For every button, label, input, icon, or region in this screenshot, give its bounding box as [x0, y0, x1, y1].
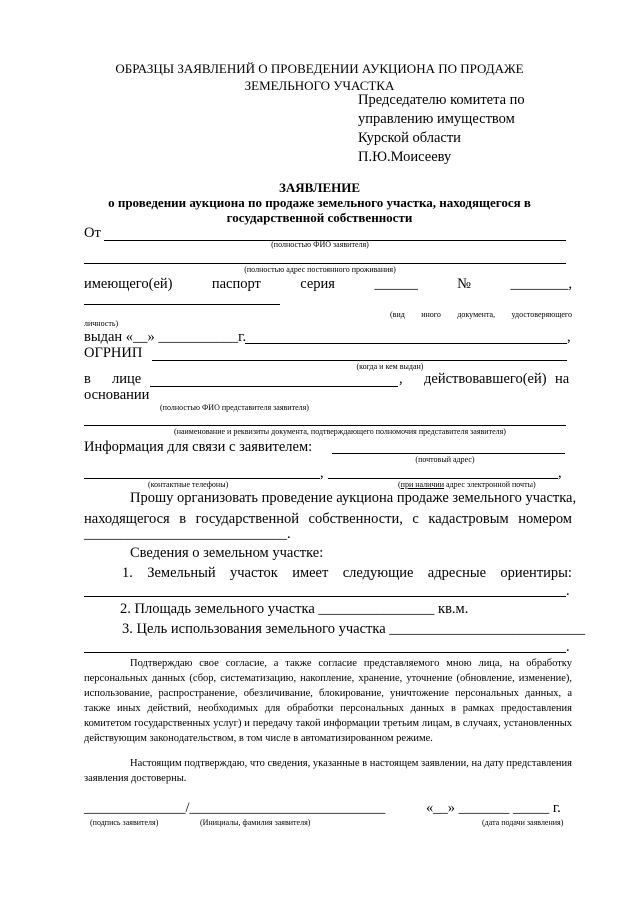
item1-word: адресные — [427, 565, 487, 581]
phones-field[interactable] — [84, 478, 320, 479]
representative-name-field[interactable] — [150, 386, 398, 387]
passport-word: № — [457, 276, 471, 292]
hint-authority-document: (наименование и реквизиты документа, подтверждающего полномочия представителя заявителя) — [174, 427, 506, 436]
consent-text: Подтверждаю свое согласие, а также согласие представляемого мною лица, на обработку персональных данных (сбор, систематизацию, накопление, хранение, уточнение (обновление, изменение), использование, распространение, обезличивание, блокирование, уничтожение персональных данных, а также иных действий, необходимых для обработки персональных данных в рамках предоставления комитетом государственных услуг) и передачу такой информации третьим лицам, в случаях, установленных действующим законодательством, в том числе в автоматизированном режиме. — [84, 658, 572, 744]
hint-postal-address: (почтовый адрес) — [415, 455, 475, 464]
identity-document-field[interactable] — [84, 304, 280, 305]
plot-item1-row — [122, 565, 572, 582]
confirm-text: Настоящим подтверждаю, что сведения, указанные в настоящем заявлении, на дату представления заявления достоверны. — [84, 758, 572, 784]
from-label: От — [84, 225, 101, 241]
hint-word: (вид — [390, 310, 405, 319]
item1-word: следующие — [342, 565, 414, 581]
addressee-line: П.Ю.Моисееву — [358, 149, 452, 165]
issued-by-field[interactable] — [245, 343, 567, 344]
address-landmarks-field[interactable] — [84, 596, 566, 597]
request-word: номером — [518, 511, 572, 527]
date-line[interactable]: «__» _______ _____ г. — [426, 800, 561, 816]
plot-info-label: Сведения о земельном участке: — [130, 545, 324, 561]
person-comma: , — [399, 371, 403, 387]
person-word-litse: лице — [112, 371, 142, 387]
hint-representative-fio: (полностью ФИО представителя заявителя) — [160, 403, 309, 412]
purpose-period: . — [566, 639, 570, 655]
passport-word: паспорт — [211, 276, 261, 292]
signature-line[interactable]: ______________/___________________________ — [84, 800, 386, 816]
request-word: с — [412, 511, 419, 527]
item1-word: имеет — [292, 565, 329, 581]
plot-item2: 2. Площадь земельного участка ________________ кв.м. — [120, 601, 469, 617]
addressee-line: Председателю комитета по — [358, 92, 525, 108]
confirm-paragraph — [84, 756, 572, 786]
hint-applicant-address: (полностью адрес постоянного проживания) — [244, 265, 396, 274]
contact-label: Информация для связи с заявителем: — [84, 439, 313, 455]
email-comma: , — [558, 465, 562, 481]
hint-signature: (подпись заявителя) — [90, 818, 159, 827]
plot-item3: 3. Цель использования земельного участка ___________________________ — [122, 621, 586, 637]
item1-word: ориентиры: — [500, 565, 572, 581]
item1-word: 1. — [122, 565, 133, 581]
cadastral-number-field[interactable]: ____________________________. — [84, 526, 291, 542]
hint-issued-by: (когда и кем выдан) — [356, 362, 424, 371]
postal-address-field[interactable] — [332, 453, 565, 454]
document-title-line1: ОБРАЗЦЫ ЗАЯВЛЕНИЙ О ПРОВЕДЕНИИ АУКЦИОНА ПО ПРОДАЖЕ — [115, 61, 524, 76]
hint-identity-doc-row — [390, 310, 572, 319]
hint-email: (при наличии адрес электронной почты) — [398, 480, 536, 489]
request-word: кадастровым — [428, 511, 509, 527]
request-word: собственности, — [308, 511, 403, 527]
passport-word: имеющего(ей) — [84, 276, 173, 292]
item1-word: участок — [229, 565, 278, 581]
application-subheading-line1: о проведении аукциона по продаже земельного участка, находящегося в — [108, 195, 531, 210]
person-word-acting: действовавшего(ей) — [424, 371, 547, 387]
hint-phones: (контактные телефоны) — [148, 480, 229, 489]
hint-word: иного — [421, 310, 441, 319]
person-word-basis: основании — [84, 387, 150, 403]
application-heading: ЗАЯВЛЕНИЕ — [278, 180, 361, 195]
passport-word: серия — [300, 276, 335, 292]
request-word: в — [179, 511, 187, 527]
ogrnip-field[interactable] — [152, 360, 567, 361]
addressee-line: управлению имуществом — [358, 111, 515, 127]
authority-document-field[interactable] — [84, 425, 566, 426]
hint-applicant-fio: (полностью ФИО заявителя) — [271, 240, 369, 249]
passport-number-field[interactable]: ________, — [510, 276, 572, 292]
application-subheading-line2: государственной собственности — [226, 210, 413, 225]
email-field[interactable] — [328, 478, 558, 479]
purpose-field[interactable] — [84, 652, 566, 653]
applicant-address-field[interactable] — [84, 263, 566, 264]
hint-date: (дата подачи заявления) — [482, 818, 564, 827]
request-word: государственной — [195, 511, 299, 527]
addressee-line: Курской области — [358, 130, 461, 146]
ogrnip-label: ОГРНИП — [84, 345, 143, 361]
person-word-na: на — [555, 371, 570, 387]
hint-initials: (Инициалы, фамилия заявителя) — [200, 818, 311, 827]
phones-comma: , — [320, 465, 324, 481]
request-word: находящегося — [84, 511, 170, 527]
consent-paragraph — [84, 656, 572, 746]
request-line1: Прошу организовать проведение аукциона продаже земельного участка, — [130, 490, 577, 506]
landmarks-period: . — [566, 583, 570, 599]
issued-comma: , — [567, 329, 571, 345]
hint-identity-doc-end: личность) — [84, 319, 119, 328]
hint-email-rest: адрес электронной почты) — [444, 480, 536, 489]
issued-label: выдан «__» ___________г. — [84, 329, 247, 345]
passport-row — [84, 276, 572, 293]
hint-word: документа, — [457, 310, 496, 319]
document-title-line2: ЗЕМЕЛЬНОГО УЧАСТКА — [244, 78, 395, 93]
hint-email-underlined: при наличии — [400, 480, 444, 489]
person-word-v: в — [84, 371, 91, 387]
passport-series-field[interactable]: ______ — [374, 276, 418, 292]
hint-word: удостоверяющего — [511, 310, 572, 319]
item1-word: Земельный — [147, 565, 216, 581]
